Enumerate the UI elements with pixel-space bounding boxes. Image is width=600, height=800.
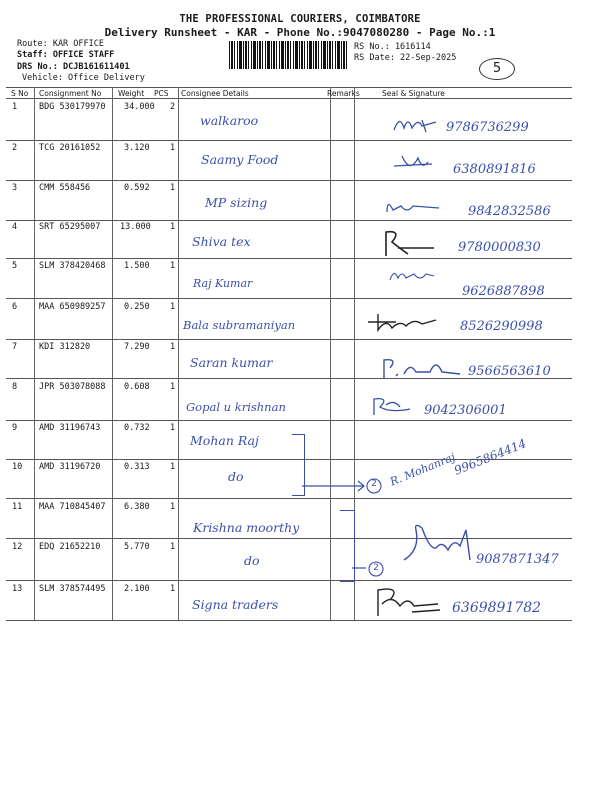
- row-sno: 4: [12, 222, 18, 232]
- row-divider: [6, 580, 572, 581]
- row-divider: [6, 420, 572, 421]
- row-weight: 6.380: [124, 502, 150, 512]
- row-pcs: 1: [170, 382, 176, 392]
- column-divider: [178, 87, 179, 620]
- row-pcs: 1: [170, 143, 176, 153]
- row-divider: [6, 140, 572, 141]
- signature-mark: [372, 584, 444, 620]
- row-phone-handwritten: 9566563610: [468, 364, 551, 379]
- document-title: THE PROFESSIONAL COURIERS, COIMBATORE: [179, 13, 421, 25]
- col-header-pcs: PCS: [154, 89, 169, 98]
- row-consignment: SRT 65295007: [39, 222, 101, 232]
- group-signature: R. Mohanraj: [388, 450, 458, 489]
- row-phone-handwritten: 9965864414: [452, 436, 529, 478]
- row-pcs: 1: [170, 462, 176, 472]
- table-header-border: [6, 98, 572, 99]
- route-label: Route: KAR OFFICE: [17, 39, 104, 49]
- row-weight: 1.500: [124, 261, 150, 271]
- row-consignee-handwritten: Mohan Raj: [190, 433, 259, 448]
- barcode-image: [229, 41, 349, 69]
- row-weight: 0.250: [124, 302, 150, 312]
- row-consignment: SLM 378574495: [39, 584, 106, 594]
- signature-mark: [370, 395, 414, 419]
- row-phone-handwritten: 9042306001: [424, 403, 507, 418]
- row-pcs: 1: [170, 542, 176, 552]
- row-pcs: 1: [170, 222, 176, 232]
- col-header-consignee: Consignee Details: [181, 89, 249, 98]
- row-consignment: MAA 650989257: [39, 302, 106, 312]
- row-pcs: 1: [170, 342, 176, 352]
- row-phone-handwritten: 9786736299: [446, 120, 529, 135]
- row-consignee-handwritten: do: [244, 553, 260, 568]
- row-sno: 2: [12, 143, 18, 153]
- row-consignment: AMD 31196720: [39, 462, 101, 472]
- row-sno: 9: [12, 423, 18, 433]
- row-weight: 0.732: [124, 423, 150, 433]
- row-consignee-handwritten: Signa traders: [192, 597, 279, 612]
- row-consignment: AMD 31196743: [39, 423, 101, 433]
- row-pcs: 1: [170, 502, 176, 512]
- row-pcs: 1: [170, 302, 176, 312]
- row-pcs: 1: [170, 261, 176, 271]
- row-sno: 7: [12, 342, 18, 352]
- row-consignment: BDG 530179970: [39, 102, 106, 112]
- vehicle-label: Vehicle: Office Delivery: [22, 73, 145, 83]
- row-weight: 5.770: [124, 542, 150, 552]
- drs-number: DRS No.: DCJB161611401: [17, 62, 130, 72]
- column-divider: [112, 87, 113, 620]
- col-header-signature: Seal & Signature: [382, 89, 445, 98]
- row-sno: 12: [12, 542, 23, 552]
- signature-mark: [400, 520, 476, 566]
- table-top-border: [6, 87, 572, 88]
- page-mark-circled: 5: [479, 58, 515, 80]
- group-count-circled: 2: [371, 479, 377, 489]
- row-sno: 1: [12, 102, 18, 112]
- row-consignment: MAA 710845407: [39, 502, 106, 512]
- row-phone-handwritten: 9626887898: [462, 284, 545, 299]
- row-sno: 3: [12, 183, 18, 193]
- column-divider: [34, 87, 35, 620]
- row-weight: 34.000: [124, 102, 155, 112]
- signature-mark: [366, 312, 438, 334]
- col-header-weight: Weight: [118, 89, 145, 98]
- document-subtitle: Delivery Runsheet - KAR - Phone No.:9047080280 - Page No.:1: [104, 26, 496, 39]
- row-consignment: CMM 558456: [39, 183, 91, 193]
- row-pcs: 1: [170, 183, 176, 193]
- row-consignment: EDQ 21652210: [39, 542, 101, 552]
- row-consignee-handwritten: do: [228, 469, 244, 484]
- row-weight: 2.100: [124, 584, 150, 594]
- row-phone-handwritten: 9087871347: [476, 552, 559, 567]
- col-header-sno: S No: [11, 89, 29, 98]
- row-consignee-handwritten: walkaroo: [200, 113, 259, 128]
- row-divider: [6, 538, 572, 539]
- row-phone-handwritten: 6380891816: [453, 162, 536, 177]
- row-divider: [6, 180, 572, 181]
- row-consignee-handwritten: Bala subramaniyan: [183, 318, 296, 332]
- column-divider: [330, 87, 331, 620]
- rs-number: RS No.: 1616114: [354, 42, 431, 52]
- col-header-consignment: Consignment No: [39, 89, 102, 98]
- row-sno: 13: [12, 584, 23, 594]
- row-consignee-handwritten: Krishna moorthy: [193, 520, 300, 535]
- row-sno: 5: [12, 261, 18, 271]
- row-divider: [6, 498, 572, 499]
- row-divider: [6, 220, 572, 221]
- row-weight: 0.313: [124, 462, 150, 472]
- signature-mark: [392, 112, 440, 138]
- row-weight: 7.290: [124, 342, 150, 352]
- row-sno: 8: [12, 382, 18, 392]
- row-phone-handwritten: 9842832586: [468, 204, 551, 219]
- row-divider: [6, 339, 572, 340]
- row-sno: 6: [12, 302, 18, 312]
- row-consignee-handwritten: MP sizing: [205, 195, 268, 210]
- signature-mark: [378, 228, 438, 258]
- row-pcs: 2: [170, 102, 176, 112]
- row-weight: 0.592: [124, 183, 150, 193]
- row-consignment: SLM 378420468: [39, 261, 106, 271]
- signature-mark: [380, 356, 464, 382]
- row-phone-handwritten: 9780000830: [458, 240, 541, 255]
- row-consignee-handwritten: Saran kumar: [190, 355, 273, 370]
- group-count-circled: 2: [373, 563, 379, 573]
- row-weight: 3.120: [124, 143, 150, 153]
- row-pcs: 1: [170, 423, 176, 433]
- row-consignee-handwritten: Shiva tex: [192, 234, 251, 249]
- row-consignment: TCG 20161052: [39, 143, 101, 153]
- row-sno: 10: [12, 462, 23, 472]
- row-phone-handwritten: 6369891782: [452, 600, 542, 616]
- row-divider: [6, 258, 572, 259]
- col-header-remarks: Remarks: [327, 89, 360, 98]
- rs-date: RS Date: 22-Sep-2025: [354, 53, 457, 63]
- row-phone-handwritten: 8526290998: [460, 319, 543, 334]
- signature-mark: [392, 152, 440, 178]
- row-weight: 0.608: [124, 382, 150, 392]
- row-weight: 13.000: [120, 222, 151, 232]
- staff-label: Staff: OFFICE STAFF: [17, 50, 115, 60]
- table-bottom-border: [6, 620, 572, 621]
- signature-mark: [383, 196, 443, 218]
- row-sno: 11: [12, 502, 23, 512]
- row-pcs: 1: [170, 584, 176, 594]
- row-consignee-handwritten: Raj Kumar: [193, 277, 253, 290]
- row-consignee-handwritten: Saamy Food: [201, 152, 279, 167]
- row-consignment: KDI 312820: [39, 342, 91, 352]
- row-consignment: JPR 503078088: [39, 382, 106, 392]
- signature-mark: [388, 266, 438, 286]
- row-consignee-handwritten: Gopal u krishnan: [186, 400, 286, 414]
